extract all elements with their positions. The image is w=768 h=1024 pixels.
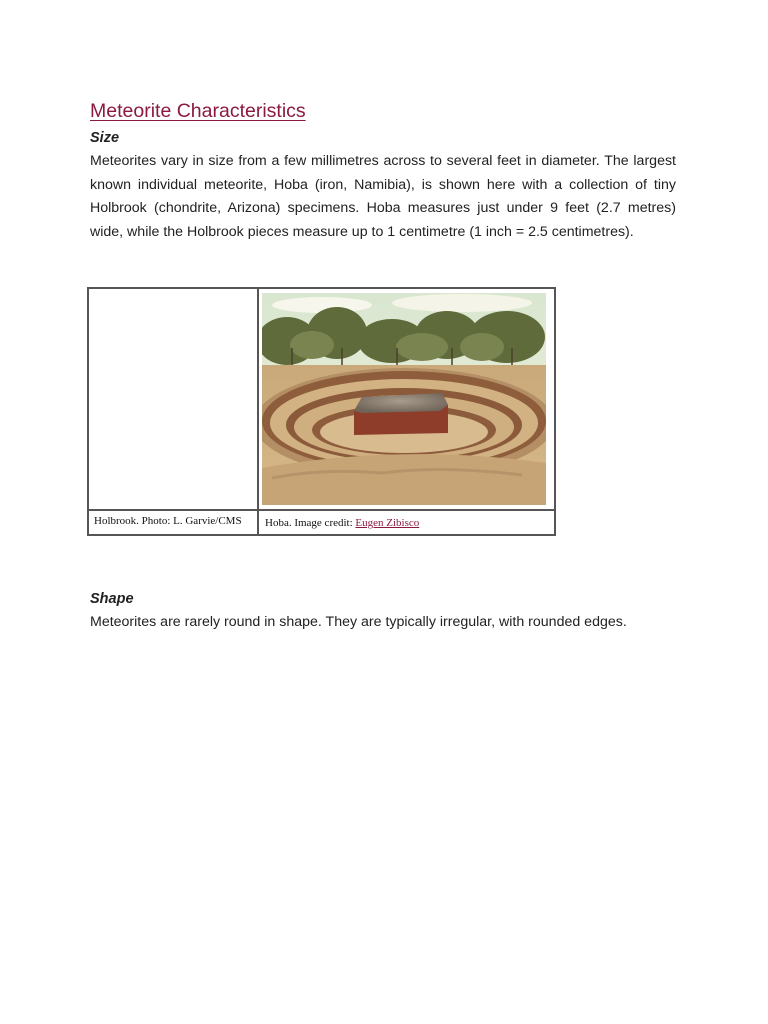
- holbrook-caption-cell: [89, 511, 259, 534]
- image-credit-link[interactable]: Eugen Zibisco: [355, 517, 420, 529]
- holbrook-image-cell: [89, 289, 259, 511]
- size-paragraph: Meteorites vary in size from a few millimetres across to several feet in diameter. The largest known individual meteorite, Hoba (iron, Namibia), is shown here with a collection of tiny Holbrook (chondrite, Arizona) specimens. Hoba measures just under 9 feet (2.7 metres) wide, while the Holbrook pieces measure up to 1 centimetre (1 inch = 2.5 centimetres).: [90, 153, 676, 240]
- figure-table: [87, 287, 556, 536]
- hoba-meteorite-photo: [262, 293, 546, 505]
- hoba-caption-prefix: Hoba. Image credit:: [265, 517, 356, 529]
- size-heading: Size: [90, 130, 120, 146]
- shape-paragraph: Meteorites are rarely round in shape. They are typically irregular, with rounded edges.: [90, 614, 627, 630]
- shape-heading: Shape: [90, 591, 134, 607]
- hoba-caption: [265, 517, 419, 529]
- hoba-image-cell: [259, 289, 554, 511]
- holbrook-caption: Holbrook. Photo: L. Garvie/CMS: [94, 515, 242, 527]
- hoba-caption-cell: [259, 511, 554, 534]
- page-title: Meteorite Characteristics: [90, 100, 306, 122]
